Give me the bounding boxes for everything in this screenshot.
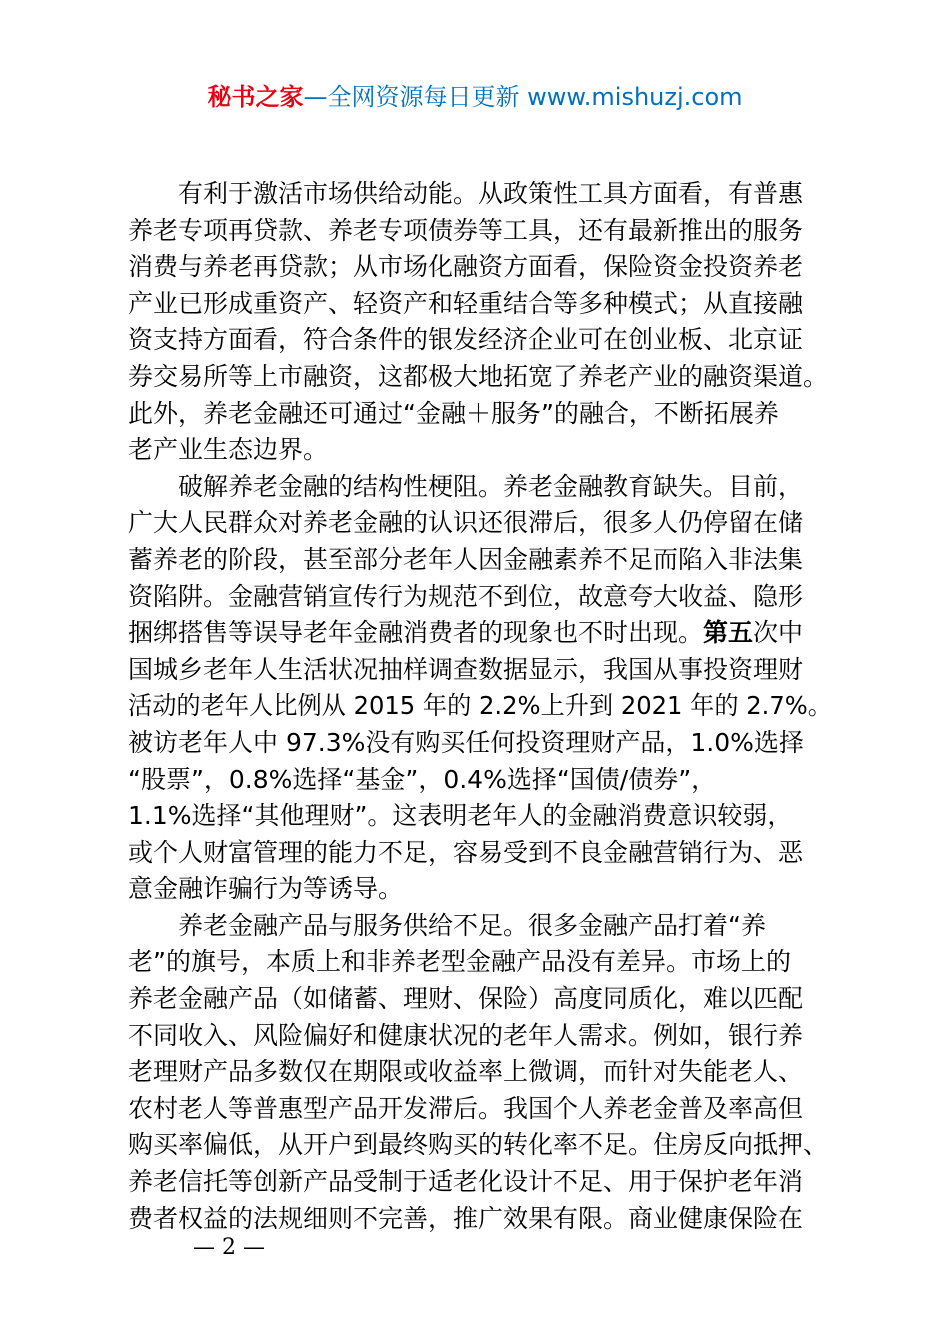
text-line: 蓄养老的阶段，甚至部分老年人因金融素养不足而陷入非法集 [128,544,804,574]
text-line: 国城乡老年人生活状况抽样调查数据显示，我国从事投资理财 [128,654,804,684]
text-line: 活动的老年人比例从 2015 年的 2.2%上升到 2021 年的 2.7%。 [128,691,832,721]
text-line: 老”的旗号，本质上和非养老型金融产品没有差异。市场上的 [128,947,791,977]
text-line: 有利于激活市场供给动能。从政策性工具方面看，有普惠 [178,179,804,208]
text-line: 不同收入、风险偏好和健康状况的老年人需求。例如，银行养 [128,1020,804,1050]
text-line: 被访老年人中 97.3%没有购买任何投资理财产品，1.0%选择 [128,727,804,757]
text-line: 养老金融产品（如储蓄、理财、保险）高度同质化，难以匹配 [128,984,804,1014]
text-line: 养老信托等创新产品受制于适老化设计不足、用于保护老年消 [128,1167,804,1197]
text-line: 券交易所等上市融资，这都极大地拓宽了养老产业的融资渠道。 [128,361,829,391]
text-line: 1.1%选择“其他理财”。这表明老年人的金融消费意识较弱， [128,801,793,831]
text-line: 此外，养老金融还可通过“金融＋服务”的融合，不断拓展养 [128,398,779,428]
text-line: 老理财产品多数仅在期限或收益率上微调，而针对失能老人、 [128,1057,804,1087]
header-tagline: —全网资源每日更新 [303,83,520,111]
text-line: 产业已形成重资产、轻资产和轻重结合等多种模式；从直接融 [128,288,804,318]
page-number: — 2 — [193,1235,265,1260]
text-line: 资支持方面看，符合条件的银发经济企业可在创业板、北京证 [128,325,804,355]
text-line: 意金融诈骗行为等诱导。 [128,874,404,904]
text-line: 广大人民群众对养老金融的认识还很滞后，很多人仍停留在储 [128,508,804,538]
text-line: 消费与养老再贷款；从市场化融资方面看，保险资金投资养老 [128,252,804,282]
text-line: 养老金融产品与服务供给不足。很多金融产品打着“养 [178,910,766,940]
text-line: “股票”，0.8%选择“基金”，0.4%选择“国债/债券”， [128,764,717,794]
text-line: 养老专项再贷款、养老专项债券等工具，还有最新推出的服务 [128,215,804,245]
brand-name: 秘书之家 [207,83,304,111]
text-line: 费者权益的法规细则不完善，推广效果有限。商业健康保险在 [128,1203,804,1233]
text-line: 农村老人等普惠型产品开发滞后。我国个人养老金普及率高但 [128,1093,804,1123]
bold-text: 第五 [703,618,754,648]
text-line: 或个人财富管理的能力不足，容易受到不良金融营销行为、恶 [128,837,804,867]
text-line: 破解养老金融的结构性梗阻。养老金融教育缺失。目前， [178,471,804,501]
document-body [128,176,832,1237]
site-header [0,82,950,112]
text-line: 老产业生态边界。 [128,435,329,465]
text-line: 资陷阱。金融营销宣传行为规范不到位，故意夸大收益、隐形 [128,581,804,611]
site-url-link[interactable]: www.mishuzj.com [527,83,743,111]
text-line: 购买率偏低，从开户到最终购买的转化率不足。住房反向抵押、 [128,1130,829,1160]
text-segment: 捆绑搭售等误导老年金融消费者的现象也不时出现。 [128,618,704,648]
text-line-with-bold [128,615,832,652]
text-segment: 次中 [753,618,804,648]
